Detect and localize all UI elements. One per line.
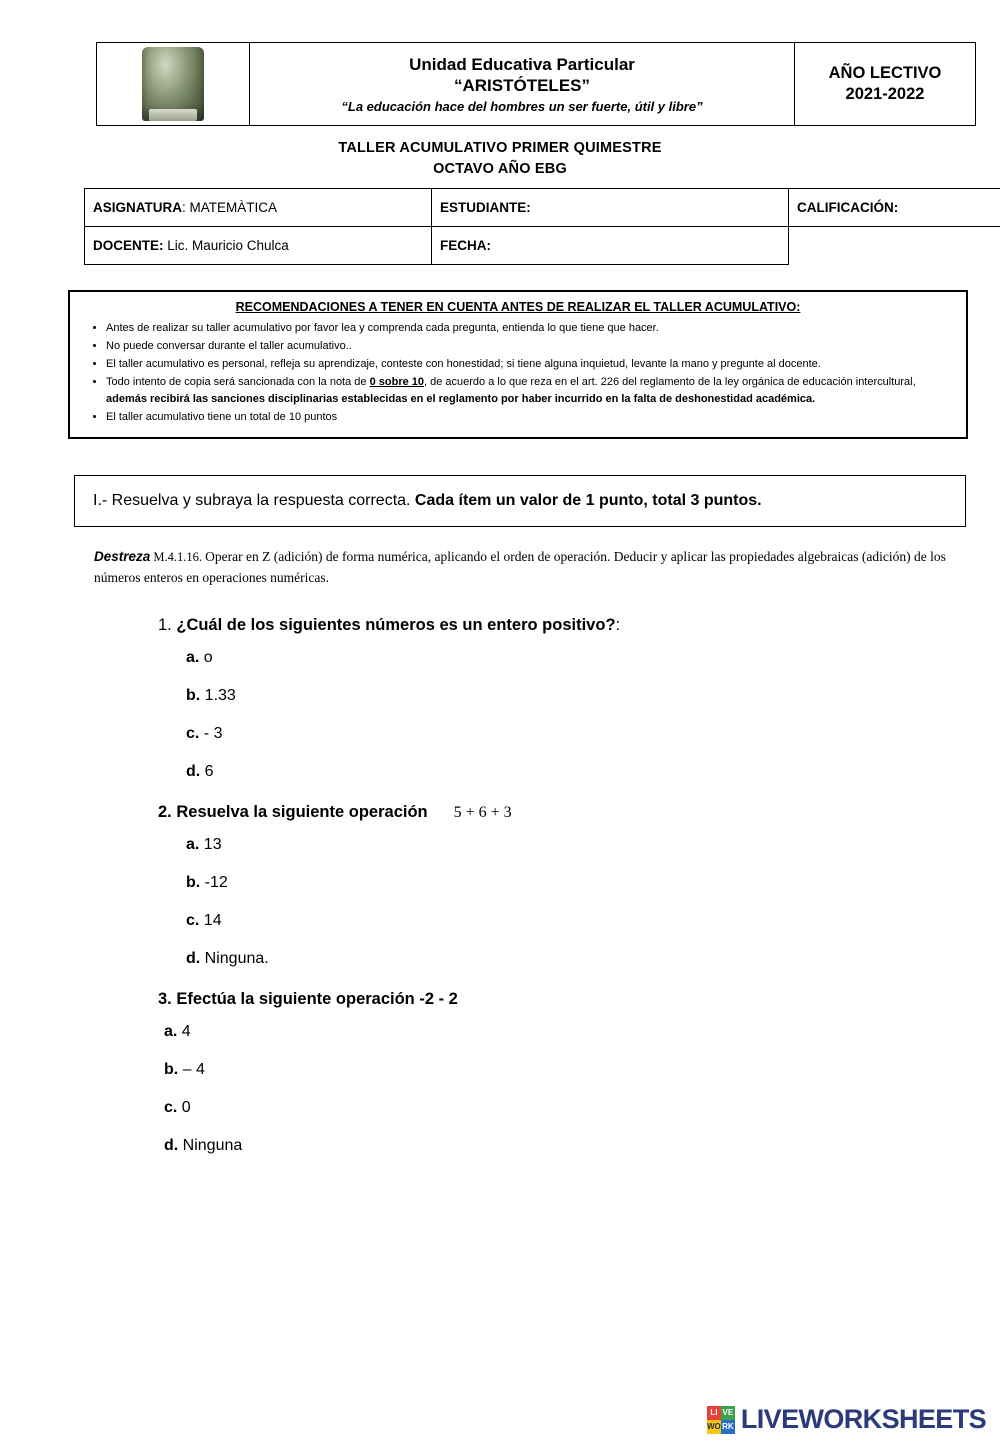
recommendation-item-copy-penalty [106,374,954,408]
question-2-text: Resuelva la siguiente operación [176,803,427,821]
option-value: 0 [182,1099,191,1116]
option-letter: a. [186,649,199,666]
option-letter: c. [164,1099,177,1116]
option-letter: a. [164,1023,177,1040]
copy-penalty-bold: además recibirá las sanciones disciplinarias establecidas en el reglamento por haber incurrido en la falta de deshonestidad académica. [106,393,815,405]
question-2-option-a[interactable] [186,836,962,854]
document-title-line2: OCTAVO AÑO EBG [38,159,962,180]
school-year-cell [795,43,976,126]
question-3-option-a[interactable] [164,1023,962,1041]
liveworksheets-brand-text: LIVEWORKSHEETS [741,1404,986,1435]
badge-cell: VE [721,1406,735,1420]
copy-penalty-part2: , de acuerdo a lo que reza en el art. 226 del reglamento de la ley orgánica de educación intercultural, [424,376,916,388]
fecha-label: FECHA: [440,238,491,253]
option-letter: c. [186,912,199,929]
document-title [38,138,962,180]
option-letter: d. [186,763,200,780]
option-value: 13 [204,836,222,853]
info-row-1 [85,189,1000,227]
copy-penalty-part1: Todo intento de copia será sancionada con la nota de [106,376,370,388]
destreza-code: M.4.1.16. [150,550,205,564]
option-value: - 3 [204,725,223,742]
question-1-option-c[interactable] [186,725,962,743]
asignatura-value: : MATEMÀTICA [182,200,277,215]
question-1-tail: : [616,616,621,634]
question-1-option-d[interactable] [186,763,962,781]
estudiante-cell[interactable] [432,189,789,227]
option-value: 14 [204,912,222,929]
estudiante-label: ESTUDIANTE: [440,200,531,215]
instruction-bold: Cada ítem un valor de 1 punto, total 3 puntos. [415,492,762,509]
option-letter: b. [164,1061,178,1078]
school-sub-name: “ARISTÓTELES” [254,75,790,96]
option-letter: b. [186,874,200,891]
destreza-text: Operar en Z (adición) de forma numérica, aplicando el orden de operación. Deducir y aplicar las propiedades algebraicas (adición) de los números enteros en operaciones numéricas. [94,549,946,584]
recommendations-list [82,320,954,426]
badge-cell: WO [707,1420,721,1434]
question-3-number: 3. [158,990,172,1008]
docente-value: Lic. Mauricio Chulca [164,238,289,253]
instruction-box [74,475,966,527]
recommendation-item: • El taller acumulativo es personal, refleja su aprendizaje, conteste con honestidad; si tiene alguna inquietud, levante la mano y pregunte al docente. [106,356,954,373]
option-letter: b. [186,687,200,704]
questions-container [38,616,962,1155]
school-title-cell [250,43,795,126]
asignatura-label: ASIGNATURA [93,200,182,215]
question-block-1 [38,616,962,781]
empty-cell [789,227,1000,265]
worksheet-page [0,42,1000,1455]
option-value: -12 [205,874,228,891]
question-2-header [158,803,962,822]
recommendation-item: • El taller acumulativo tiene un total de 10 puntos [106,409,954,426]
year-label: AÑO LECTIVO [799,63,971,84]
option-value: 4 [182,1023,191,1040]
question-2-option-b[interactable] [186,874,962,892]
question-block-3 [38,990,962,1155]
header-table [96,42,976,126]
option-letter: d. [164,1137,178,1154]
question-1-text: ¿Cuál de los siguientes números es un entero positivo? [176,616,615,634]
year-value: 2021-2022 [799,84,971,105]
question-3-header [158,990,962,1009]
question-1-number: 1. [158,616,172,634]
option-value: Ninguna. [205,950,269,967]
recommendation-item: • No puede conversar durante el taller acumulativo.. [106,338,954,355]
instruction-plain: I.- Resuelva y subraya la respuesta correcta. [93,492,415,509]
option-letter: d. [186,950,200,967]
question-3-text: Efectúa la siguiente operación -2 - 2 [176,990,458,1008]
question-3-option-b[interactable] [164,1061,962,1079]
docente-cell [85,227,432,265]
calificacion-cell[interactable] [789,189,1000,227]
question-1-header [158,616,962,635]
liveworksheets-logo[interactable] [707,1404,986,1435]
info-table [84,188,1000,265]
recommendations-box [68,290,968,439]
option-value: 6 [205,763,214,780]
badge-cell: LI [707,1406,721,1420]
option-letter: a. [186,836,199,853]
question-2-number: 2. [158,803,172,821]
question-1-option-a[interactable] [186,649,962,667]
calificacion-label: CALIFICACIÓN: [797,200,898,215]
question-3-option-d[interactable] [164,1137,962,1155]
question-2-option-d[interactable] [186,950,962,968]
fecha-cell[interactable] [432,227,789,265]
asignatura-cell [85,189,432,227]
info-row-2 [85,227,1000,265]
school-name: Unidad Educativa Particular [254,54,790,75]
option-letter: c. [186,725,199,742]
docente-label: DOCENTE: [93,238,164,253]
option-value: Ninguna [183,1137,243,1154]
destreza-label: Destreza [94,549,150,564]
copy-penalty-underlined: 0 sobre 10 [370,376,424,388]
question-2-operation: 5 + 6 + 3 [454,804,512,821]
school-motto: “La educación hace del hombres un ser fuerte, útil y libre” [254,99,790,114]
question-2-option-c[interactable] [186,912,962,930]
option-value: – 4 [183,1061,205,1078]
option-value: o [204,649,213,666]
liveworksheets-badge-icon [707,1406,735,1434]
aristotle-bust-icon [142,47,204,121]
logo-cell [97,43,250,126]
destreza-paragraph [94,547,964,588]
recommendations-title: RECOMENDACIONES A TENER EN CUENTA ANTES DE REALIZAR EL TALLER ACUMULATIVO: [82,300,954,314]
badge-cell: RK [721,1420,735,1434]
question-block-2 [38,803,962,968]
question-3-option-c[interactable] [164,1099,962,1117]
question-1-option-b[interactable] [186,687,962,705]
option-value: 1.33 [205,687,236,704]
document-title-line1: TALLER ACUMULATIVO PRIMER QUIMESTRE [38,138,962,159]
recommendation-item: • Antes de realizar su taller acumulativo por favor lea y comprenda cada pregunta, entienda lo que tiene que hacer. [106,320,954,337]
